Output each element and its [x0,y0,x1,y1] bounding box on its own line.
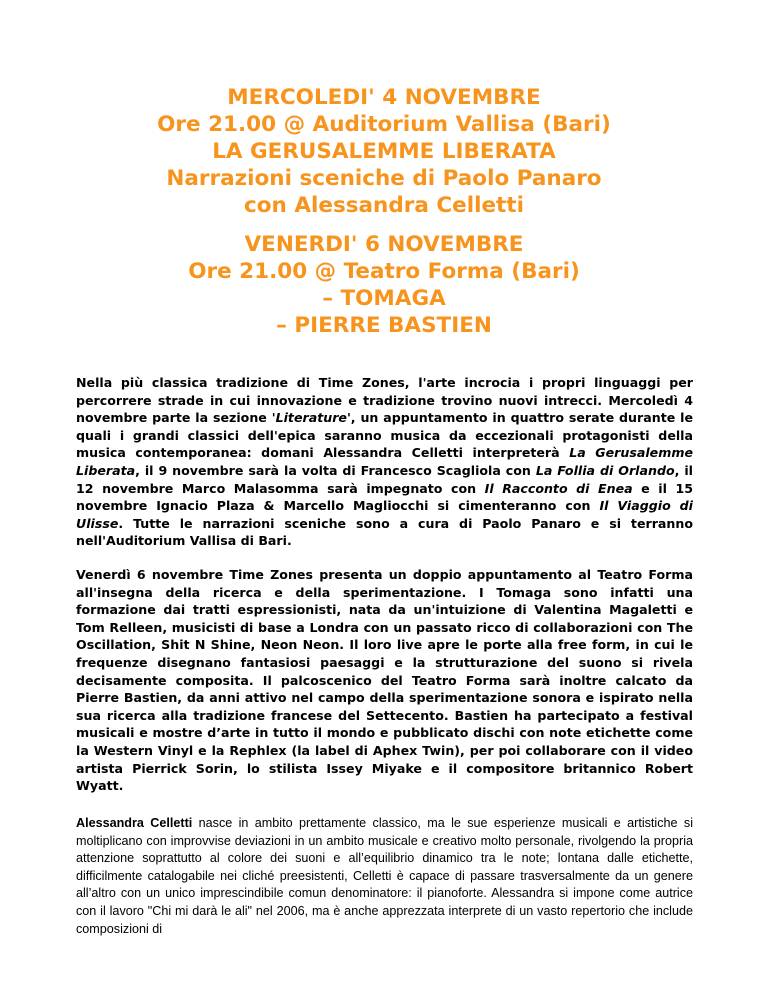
event1-date: MERCOLEDI' 4 NOVEMBRE [227,85,541,110]
event2-act-bastien: – PIERRE BASTIEN [276,313,492,338]
paragraph-celletti-bio [76,815,693,938]
event1-title: LA GERUSALEMME LIBERATA [212,139,556,164]
p1-text-5: e il 15 novembre Ignacio Plaza & Marcello Magliocchi si cimenteranno con [76,480,693,514]
p1-italic-enea: Il Racconto di Enea [484,480,633,496]
p1-text-1: Nella più classica tradizione di Time Zones, l'arte incrocia i propri linguaggi per percorrere strade in cui innovazione e tradizione trovino nuovi intrecci. Mercoledì 4 novembre parte la sezione [76,375,693,426]
p1-italic-gerusalemme: La Gerusalemme Liberata [76,445,694,478]
paragraph-teatro-forma: Venerdì 6 novembre Time Zones presenta un doppio appuntamento al Teatro Forma all'insegna della ricerca e della sperimentazione. I Tomaga sono infatti una formazione dai tratti espressionisti, nata da un'intuizione di Valentina Magaletti e Tom Relleen, musicisti di base a Londra con un passato ricco di collaborazioni con The Oscillation, Shit N Shine, Neon Neon. Il loro live apre le porte alla free form, in cui le frequenze disegnano fantasiosi paesaggi e la strutturazione del suono si rivela decisamente composita. Il palcoscenico del Teatro Forma sarà inoltre calcato da Pierre Bastien, da anni attivo nel campo della sperimentazione sonora e ispirato nella sua ricerca alla tradizione francese del Settecento. Bastien ha partecipato a festival musicali e mostre d’arte in tutto il mondo e pubblicato dischi con note etichette come la Western Vinyl e la Rephlex (la label di Aphex Twin), per poi collaborare con il video artista Pierrick Sorin, lo stilista Issey Miyake e il compositore britannico Robert Wyatt. [76,567,693,794]
p1-text-6: . Tutte le narrazioni sceniche sono a cura di Paolo Panaro e si terranno nell'Auditorium Vallisa di Bari. [76,515,693,549]
event-heading-venerdi [0,231,768,339]
event2-date: VENERDI' 6 NOVEMBRE [244,232,524,257]
p3-text: nasce in ambito prettamente classico, ma le sue esperienze musicali e artistiche si moltiplicano con improvvise deviazioni in un ambito musicale e creativo molto personale, rivolgendo la propria attenzione soprattutto al colore dei suoni e all’equilibrio dinamico tra le note; lontana dalle etichette, difficilmente catalogabile nei cliché preesistenti, Celletti è capace di passare trasversalmente da un genere all’altro con un unico imprescindibile comun denominatore: il pianoforte. Alessandra si impone come autrice con il lavoro "Chi mi darà le ali" nel 2006, ma è anche apprezzata interprete di un vasto repertorio che include composizioni di [76,816,693,936]
p1-italic-orlando: La Follia di Orlando [535,462,675,478]
event1-time-venue: Ore 21.00 @ Auditorium Vallisa (Bari) [157,112,611,137]
p3-name: Alessandra Celletti [76,816,193,830]
event2-time-venue: Ore 21.00 @ Teatro Forma (Bari) [188,259,580,284]
event2-act-tomaga: – TOMAGA [322,286,446,311]
p1-italic-ulisse: Il Viaggio di Ulisse [76,498,693,531]
p1-text-4: , il 12 novembre Marco Malasomma sarà impegnato con [76,462,693,496]
event-heading-mercoledi [0,84,768,219]
p1-italic-literature: 'Literature' [271,410,351,426]
p1-text-3: , il 9 novembre sarà la volta di Francesco Scagliola con [135,462,536,478]
paragraph-literature [76,374,693,550]
p1-text-2: , un appuntamento in quattro serate durante le quali i grandi classici dell'epica saranno musica da eccezionali protagonisti della musica contemporanea: domani Alessandra Celletti interpreterà [76,410,694,461]
event1-performer: con Alessandra Celletti [244,193,524,218]
event1-subtitle: Narrazioni sceniche di Paolo Panaro [166,166,602,191]
